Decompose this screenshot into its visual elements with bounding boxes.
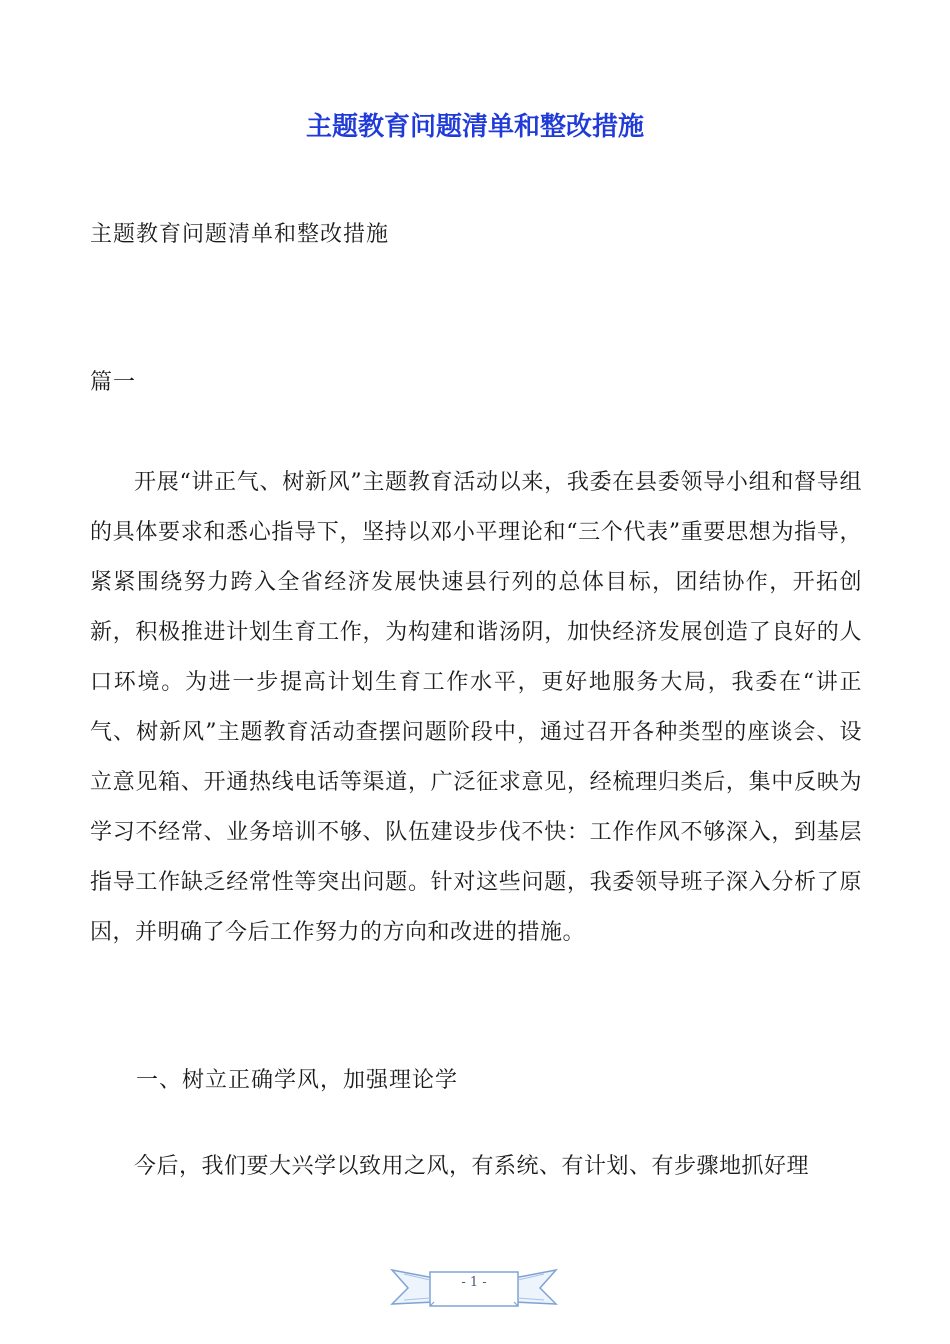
body-paragraph: 开展“讲正气、树新风”主题教育活动以来，我委在县委领导小组和督导组的具体要求和悉心指导下，坚持以邓小平理论和“三个代表”重要思想为指导，紧紧围绕努力跨入全省经济发展快速县行列的总体目标，团结协作，开拓创新，积极推进计划生育工作，为构建和谐汤阴，加快经济发展创造了良好的人口环境。为进一步提高计划生育工作水平，更好地服务大局，我委在“讲正气、树新风”主题教育活动查摆问题阶段中，通过召开各种类型的座谈会、设立意见箱、开通热线电话等渠道，广泛征求意见，经梳理归类后，集中反映为学习不经常、业务培训不够、队伍建设步伐不快：工作作风不够深入，到基层指导工作缺乏经常性等突出问题。针对这些问题，我委领导班子深入分析了原因，并明确了今后工作努力的方向和改进的措施。 [90,470,862,945]
page-footer [390,1262,558,1312]
body-paragraph-continued: 今后，我们要大兴学以致用之风，有系统、有计划、有步骤地抓好理 [134,1154,810,1179]
page-number: - 1 - [461,1275,487,1290]
section-heading: 一、树立正确学风，加强理论学 [136,1068,459,1093]
document-subtitle: 主题教育问题清单和整改措施 [90,222,390,247]
section-label: 篇一 [90,370,137,395]
page-title: 主题教育问题清单和整改措施 [305,112,644,142]
